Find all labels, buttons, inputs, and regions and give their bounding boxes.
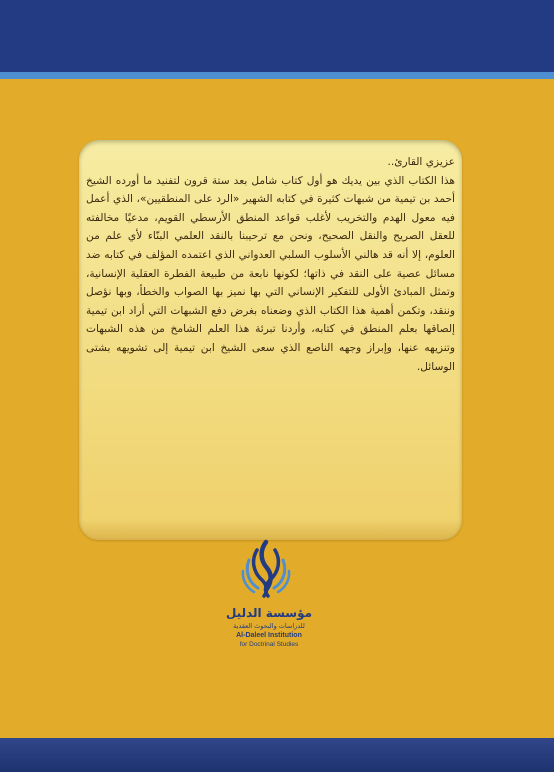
publisher-name-en: Al-Daleel Institution xyxy=(236,632,302,639)
text-panel-shadow xyxy=(79,520,462,540)
bottom-band-shade xyxy=(0,738,554,772)
blurb-greeting: عزيزي القارئ.. xyxy=(387,156,455,168)
publisher-name-ar: مؤسسة الدليل xyxy=(225,606,313,620)
publisher-subtitle-ar: للدراسات والبحوث العقدية xyxy=(233,622,305,630)
top-blue-stripe xyxy=(0,72,554,79)
publisher-subtitle-en: for Doctrinal Studies xyxy=(239,641,299,648)
blurb-text xyxy=(86,153,455,376)
al-daleel-logo-icon xyxy=(236,538,296,600)
blurb-body: هذا الكتاب الذي بين يديك هو أول كتاب شامل بعد ستة قرون لتفنيد ما أورده الشيخ أحمد بن تيمية من شبهات كثيرة في كتابه الشهير «الرد على المنطقيين»، الذي أعمل فيه معول الهدم والتخريب لأغلب قواعد المنطق الأرسطي القويم، مدعيًا مخالفته للعقل الصريح والنقل الصحيح، ونحن مع ترحيبنا بالنقد العلمي البنّاء لأي علم من العلوم، إلا أنه قد هالني الأسلوب السلبي العدواني الذي اعتمده المؤلف في كتابه ضد مسائل عصية على النقد في ذاتها؛ لكونها نابعة من طبيعة الفطرة العقلية الإنسانية، وتمثل المبادئ الأولى للتفكير الإنساني التي بها نميز بها الصواب والخطأ، وبها نؤصل وننقد، وتكمن أهمية هذا الكتاب الذي وضعناه بغرض دفع الشبهات التي أراد ابن تيمية إلصاقها بعلم المنطق في كتابه، وأردنا تبرئة هذا العلم الشامخ من هذه الشبهات وتنزيهه عنها، وإبراز وجهه الناصع الذي سعى الشيخ ابن تيمية إلى تشويهه بشتى الوسائل. xyxy=(86,174,455,373)
top-navy-band xyxy=(0,0,554,74)
